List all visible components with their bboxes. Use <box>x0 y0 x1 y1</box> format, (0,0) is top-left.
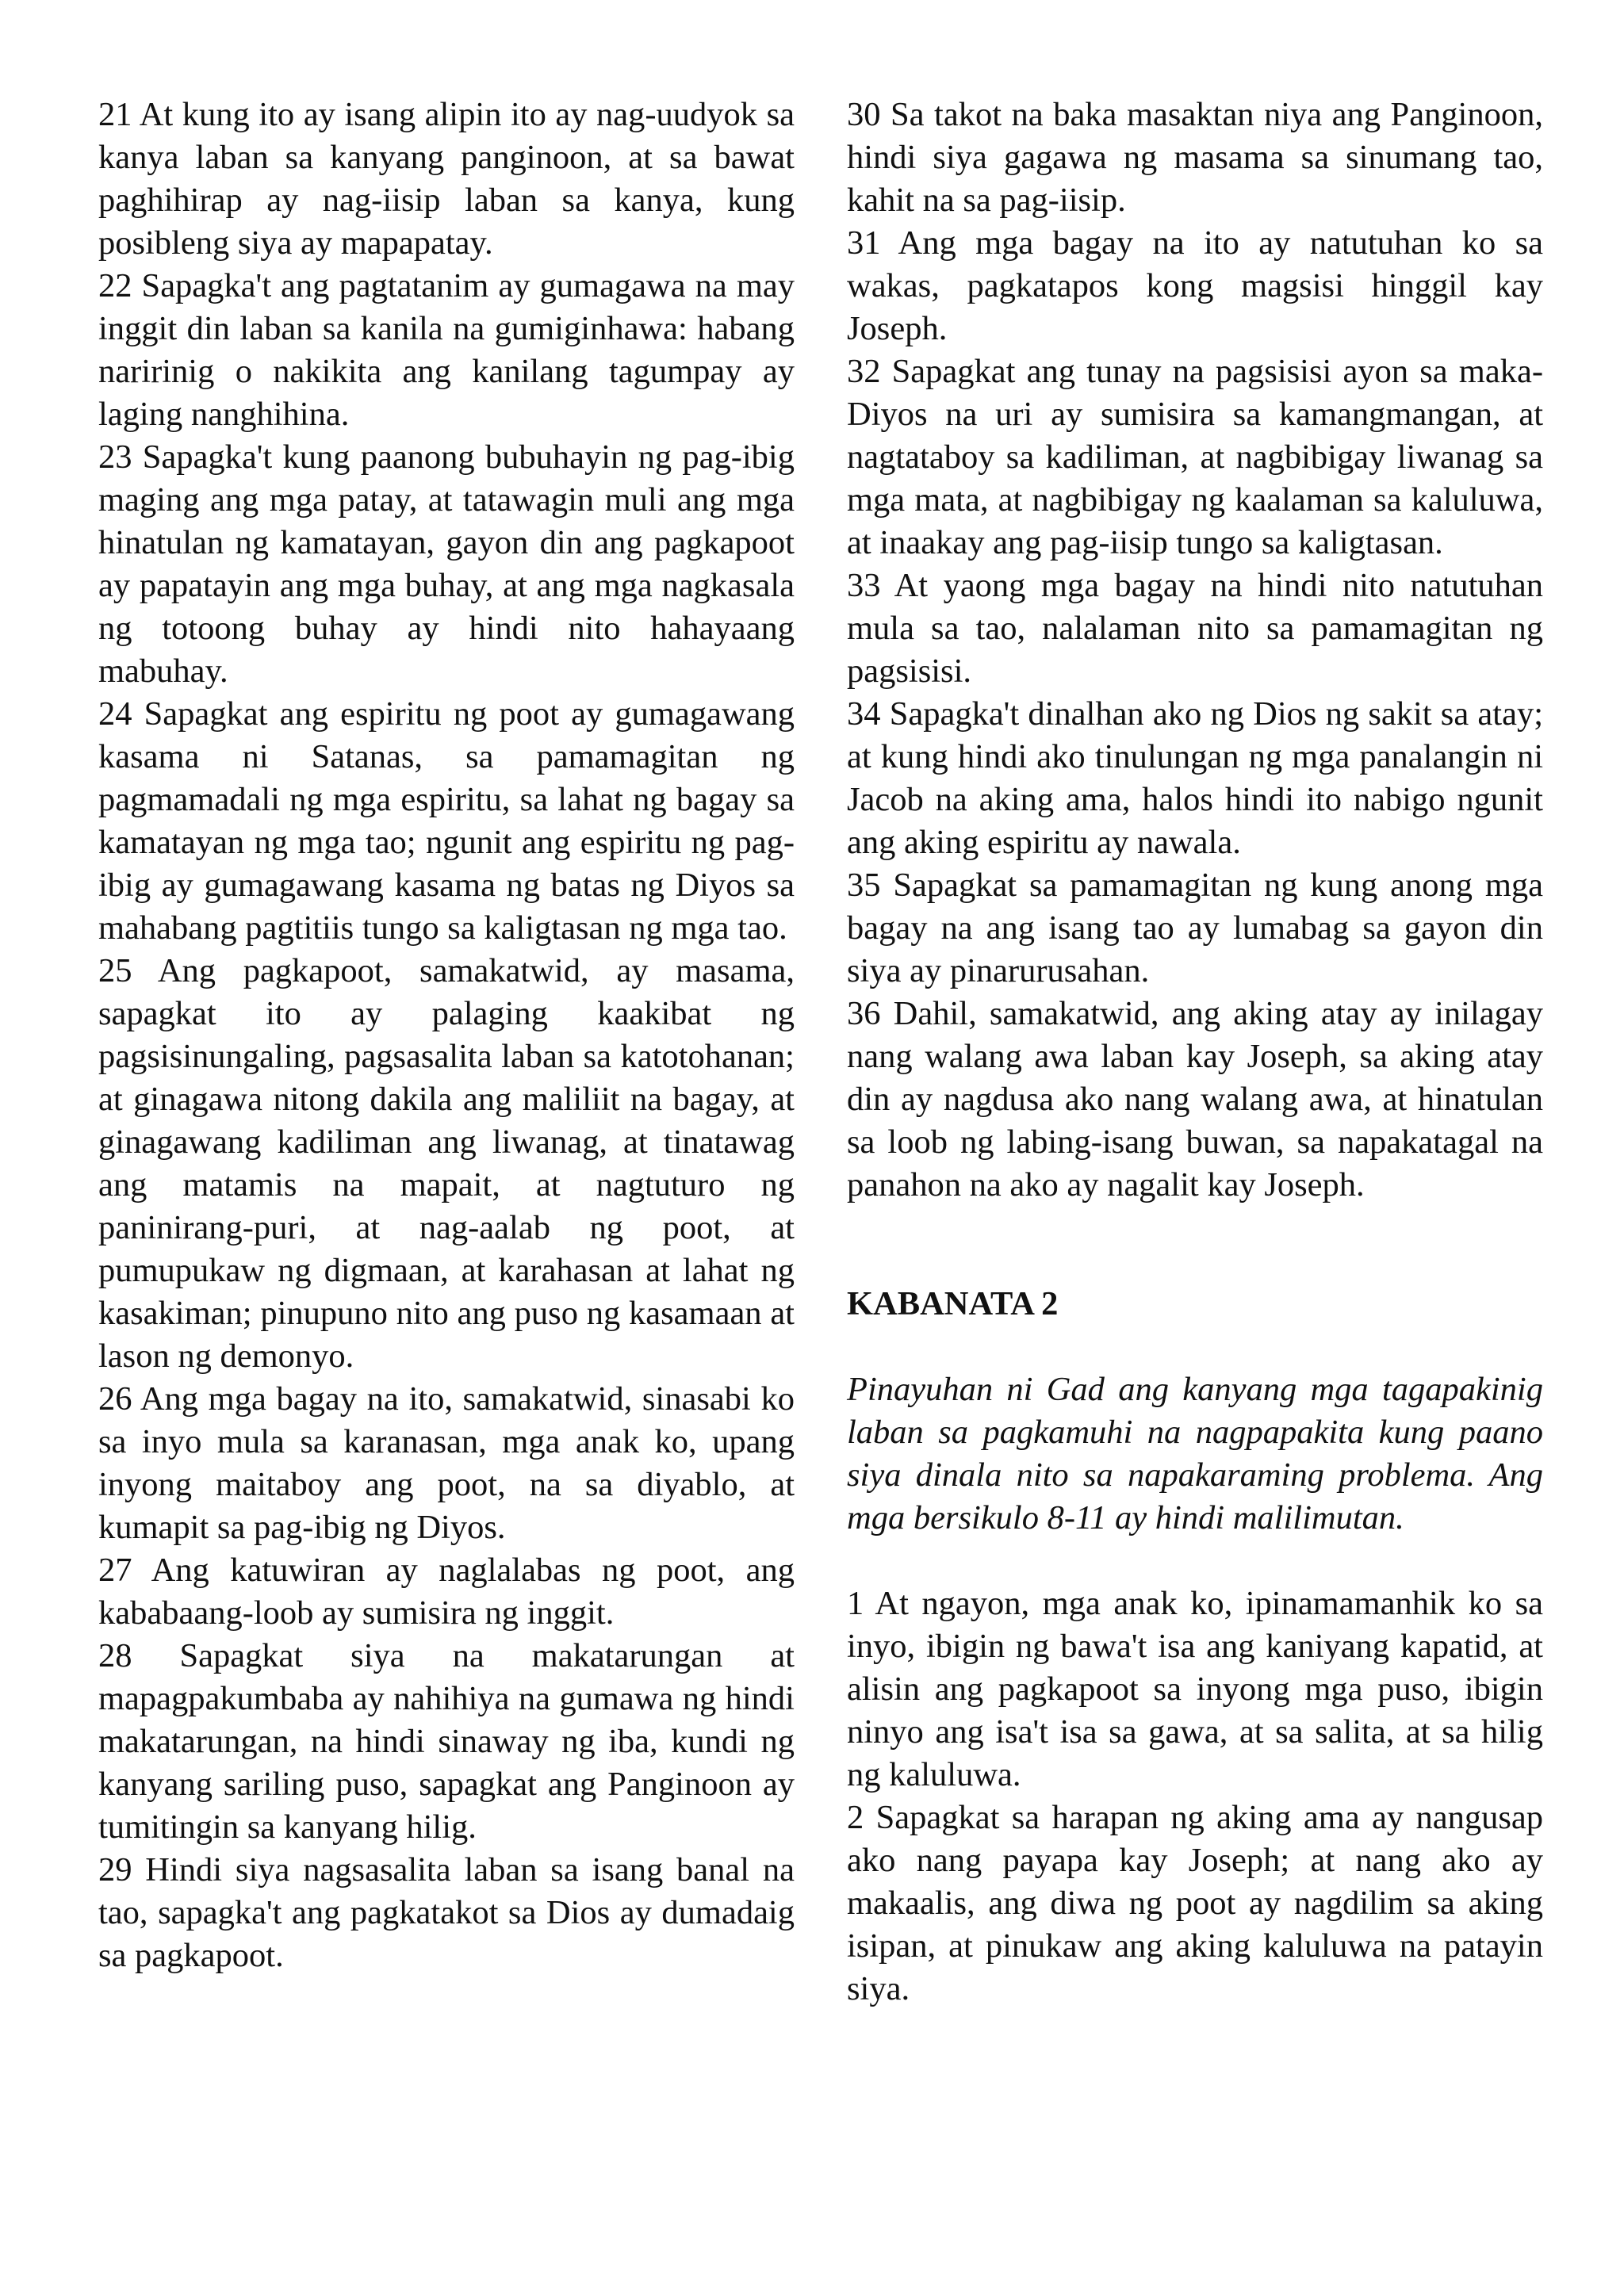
chapter-summary: Pinayuhan ni Gad ang kanyang mga tagapakinig laban sa pagkamuhi na nagpapakita kung paano siya dinala nito sa napakaraming problema. Ang mga bersikulo 8-11 ay hindi malilimutan. <box>847 1371 1543 1536</box>
verse-26: 26 Ang mga bagay na ito, samakatwid, sinasabi ko sa inyo mula sa karanasan, mga anak ko, upang inyong maitaboy ang poot, na sa diyablo, at kumapit sa pag-ibig ng Diyos. <box>98 1380 795 1546</box>
chapter-heading: KABANATA 2 <box>847 1285 1059 1322</box>
verse-34: 34 Sapagka't dinalhan ako ng Dios ng sakit sa atay; at kung hindi ako tinulungan ng mga panalangin ni Jacob na aking ama, halos hindi ito nabigo ngunit ang aking espiritu ay nawala. <box>847 695 1543 861</box>
chapter-2-verse-2: 2 Sapagkat sa harapan ng aking ama ay nangusap ako nang payapa kay Joseph; at nang ako ay makaalis, ang diwa ng poot ay nagdilim sa aking isipan, at pinukaw ang aking kaluluwa na patayin siya. <box>847 1799 1543 2007</box>
left-column <box>98 94 795 1977</box>
verse-22: 22 Sapagka't ang pagtatanim ay gumagawa na may inggit din laban sa kanila na gumiginhawa: habang naririnig o nakikita ang kanilang tagumpay ay laging nanghihina. <box>98 267 795 433</box>
spacer <box>847 1326 1543 1368</box>
right-column <box>847 94 1543 2011</box>
verse-28: 28 Sapagkat siya na makatarungan at mapagpakumbaba ay nahihiya na gumawa ng hindi makatarungan, na hindi sinaway ng iba, kundi ng kanyang sariling puso, sapagkat ang Panginoon ay tumitingin sa kanyang hilig. <box>98 1637 795 1846</box>
verse-36: 36 Dahil, samakatwid, ang aking atay ay inilagay nang walang awa laban kay Joseph, sa aking atay din ay nagdusa ako nang walang awa, at hinatulan sa loob ng labing-isang buwan, sa napakatagal na panahon na ako ay nagalit kay Joseph. <box>847 995 1543 1203</box>
verse-25: 25 Ang pagkapoot, samakatwid, ay masama, sapagkat ito ay palaging kaakibat ng pagsisinungaling, pagsasalita laban sa katotohanan; at ginagawa nitong dakila ang maliliit na bagay, at ginagawang kadiliman ang liwanag, at tinatawag ang matamis na mapait, at nagtuturo ng paninirang-puri, at nag-aalab ng poot, at pumupukaw ng digmaan, at karahasan at lahat ng kasakiman; pinupuno nito ang puso ng kasamaan at lason ng demonyo. <box>98 952 795 1375</box>
verse-30: 30 Sa takot na baka masaktan niya ang Panginoon, hindi siya gagawa ng masama sa sinumang tao, kahit na sa pag-iisip. <box>847 96 1543 219</box>
spacer <box>847 1540 1543 1582</box>
verse-32: 32 Sapagkat ang tunay na pagsisisi ayon sa maka-Diyos na uri ay sumisira sa kamangmangan, at nagtataboy sa kadiliman, at nagbibigay liwanag sa mga mata, at nagbibigay ng kaalaman sa kaluluwa, at inaakay ang pag-iisip tungo sa kaligtasan. <box>847 353 1543 561</box>
verse-31: 31 Ang mga bagay na ito ay natutuhan ko sa wakas, pagkatapos kong magsisi hinggil kay Joseph. <box>847 224 1543 347</box>
verse-29: 29 Hindi siya nagsasalita laban sa isang banal na tao, sapagka't ang pagkatakot sa Dios ay dumadaig sa pagkapoot. <box>98 1851 795 1974</box>
verse-24: 24 Sapagkat ang espiritu ng poot ay gumagawang kasama ni Satanas, sa pamamagitan ng pagmamadali ng mga espiritu, sa lahat ng bagay sa kamatayan ng mga tao; ngunit ang espiritu ng pag-ibig ay gumagawang kasama ng batas ng Diyos sa mahabang pagtitiis tungo sa kaligtasan ng mga tao. <box>98 695 795 947</box>
verse-21: 21 At kung ito ay isang alipin ito ay nag-uudyok sa kanya laban sa kanyang panginoon, at sa bawat paghihirap ay nag-iisip laban sa kanya, kung posibleng siya ay mapapatay. <box>98 96 795 262</box>
spacer <box>847 1207 1543 1283</box>
verse-35: 35 Sapagkat sa pamamagitan ng kung anong mga bagay na ang isang tao ay lumabag sa gayon din siya ay pinarurusahan. <box>847 867 1543 989</box>
chapter-2-verse-1: 1 At ngayon, mga anak ko, ipinamamanhik ko sa inyo, ibigin ng bawa't isa ang kaniyang kapatid, at alisin ang pagkapoot sa inyong mga puso, ibigin ninyo ang isa't isa sa gawa, at sa salita, at sa hilig ng kaluluwa. <box>847 1585 1543 1793</box>
verse-27: 27 Ang katuwiran ay naglalabas ng poot, ang kababaang-loob ay sumisira ng inggit. <box>98 1552 795 1632</box>
verse-23: 23 Sapagka't kung paanong bubuhayin ng pag-ibig maging ang mga patay, at tatawagin muli ang mga hinatulan ng kamatayan, gayon din ang pagkapoot ay papatayin ang mga buhay, at ang mga nagkasala ng totoong buhay ay hindi nito hahayaang mabuhay. <box>98 438 795 690</box>
verse-33: 33 At yaong mga bagay na hindi nito natutuhan mula sa tao, nalalaman nito sa pamamagitan ng pagsisisi. <box>847 567 1543 690</box>
